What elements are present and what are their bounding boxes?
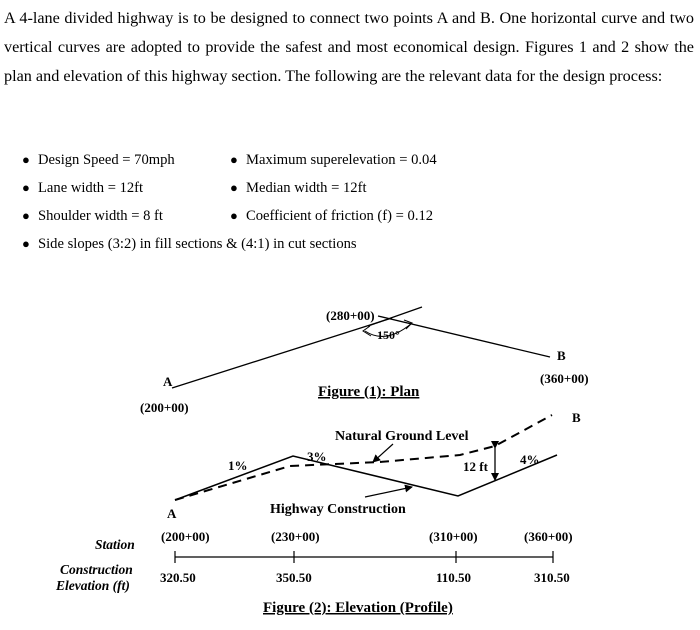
construction-label: Highway Construction — [270, 502, 406, 517]
plan-angle-label: 150° — [377, 328, 400, 342]
station-label: (310+00) — [429, 529, 478, 544]
plan-caption: Figure (1): Plan — [318, 384, 420, 400]
plan-station-a: (200+00) — [140, 400, 189, 415]
profile-point-a: A — [167, 506, 177, 521]
profile-caption: Figure (2): Elevation (Profile) — [263, 600, 453, 616]
natural-ground-arrow — [373, 444, 393, 462]
station-header: Station — [95, 537, 135, 552]
bullet-item: ● Side slopes (3:2) in fill sections & (4:1) in cut sections — [22, 236, 357, 252]
plan-tangent-1 — [172, 318, 392, 388]
plan-point-a: A — [163, 374, 173, 389]
elevation-label: 320.50 — [160, 570, 196, 585]
natural-ground-label: Natural Ground Level — [335, 429, 469, 444]
profile-figure — [55, 410, 581, 616]
grade-1-label: 1% — [228, 458, 248, 473]
superelevation-text: Maximum superelevation = 0.04 — [246, 152, 437, 168]
median-width-text: Median width = 12ft — [246, 180, 367, 196]
profile-point-b: B — [572, 410, 581, 425]
friction-text: Coefficient of friction (f) = 0.12 — [246, 208, 434, 224]
elevation-header-line1: Construction — [60, 562, 133, 577]
bullet-item: ● Coefficient of friction (f) = 0.12 — [230, 208, 434, 224]
elevation-label: 110.50 — [436, 570, 472, 585]
elevation-label: 350.50 — [276, 570, 312, 585]
grade-2-label: 3% — [307, 449, 327, 464]
station-label: (230+00) — [271, 529, 320, 544]
shoulder-width-text: Shoulder width = 8 ft — [38, 208, 163, 224]
plan-tangent-2 — [378, 316, 550, 357]
grade-3-label: 4% — [520, 452, 540, 467]
bullet-item: ● Maximum superelevation = 0.04 — [230, 152, 437, 168]
elevation-header-line2: Elevation (ft) — [56, 578, 130, 593]
plan-station-b: (360+00) — [540, 371, 589, 386]
bullet-item: ● Lane width = 12ft — [22, 180, 144, 196]
lane-width-text: Lane width = 12ft — [38, 180, 144, 196]
construction-arrow — [365, 487, 412, 497]
bullet-item: ● Median width = 12ft — [230, 180, 367, 196]
bullet-item: ● Design Speed = 70mph — [22, 152, 175, 168]
plan-pi-station: (280+00) — [326, 308, 375, 323]
station-label: (200+00) — [161, 529, 210, 544]
elevation-label: 310.50 — [534, 570, 570, 585]
side-slopes-text: Side slopes (3:2) in fill sections & (4:1) in cut sections — [38, 236, 357, 252]
problem-statement: A 4-lane divided highway is to be designed to connect two points A and B. One horizontal curve and two vertical curves are adopted to provide the safest and most economical design. Figures 1 and 2 show the plan and elevation of this highway section. The following are the relevant data for the design process: — [4, 9, 694, 85]
bullet-item: ● Shoulder width = 8 ft — [22, 208, 163, 224]
height-label: 12 ft — [463, 459, 488, 474]
station-label: (360+00) — [524, 529, 573, 544]
design-speed-text: Design Speed = 70mph — [38, 152, 175, 168]
plan-figure — [140, 307, 589, 415]
plan-point-b: B — [557, 348, 566, 363]
plan-tangent-extension — [368, 307, 422, 326]
